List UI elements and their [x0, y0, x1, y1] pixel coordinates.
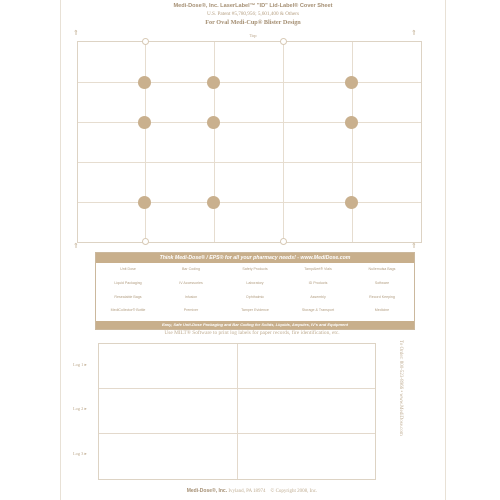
product-item: Infusion [184, 295, 198, 299]
product-item: Resealable Bags [114, 295, 142, 299]
footer [60, 488, 444, 494]
blister-cup [138, 116, 151, 129]
sheet-title: Medi-Dose®, Inc. LaserLabel™ "ID" Lid-Label® Cover Sheet [173, 3, 333, 9]
medi-dose-advertisement [95, 252, 415, 330]
grid-column-line [283, 42, 284, 242]
log-label-2: Log 2 ▸ [73, 406, 87, 411]
ad-headline: Think Medi-Dose® / EPS® for all your pharmacy needs! - www.MediDose.com [96, 253, 414, 263]
footer-copyright: © Copyright 2008, Inc. [270, 489, 318, 494]
grid-row-line [78, 202, 421, 203]
blister-cup [138, 76, 151, 89]
order-info-vertical: To Order: 800-523-8966 • www.MediDose.com [398, 340, 403, 436]
product-item: Assembly [310, 295, 326, 299]
grid-column-line [214, 42, 215, 242]
grid-row-line [78, 82, 421, 83]
log-column-divider [237, 344, 238, 479]
product-item: MediCollector® Bottle [110, 308, 146, 312]
product-item: Ophthalmic [245, 295, 265, 299]
blister-grid [77, 41, 422, 243]
product-item: Bar Coding [182, 267, 200, 271]
log-label-3: Log 3 ▸ [73, 451, 87, 456]
footer-company: Medi-Dose®, Inc. [186, 488, 228, 494]
product-item: Medicine [374, 308, 390, 312]
alignment-marker [142, 38, 149, 45]
patent-line: U.S. Patent #5,780,956; 5,601,400 & Others [206, 11, 300, 17]
product-item: Premixer [183, 308, 199, 312]
product-item: IV Accessories [179, 281, 203, 285]
blister-cup [345, 76, 358, 89]
alignment-marker [280, 38, 287, 45]
blister-cup [207, 196, 220, 209]
registration-mark-bottom-right: ⇑ [411, 242, 417, 250]
ad-tagline: Easy, Safe Unit-Dose Packaging and Bar Coding for Solids, Liquids, Ampules, IV's and Equipment [96, 321, 414, 329]
blister-cup [345, 116, 358, 129]
blister-cup [207, 76, 220, 89]
blister-cup [345, 196, 358, 209]
product-item: Tamper Evidence [241, 308, 269, 312]
grid-row-line [78, 122, 421, 123]
log-label-1: Log 1 ▸ [73, 362, 87, 367]
registration-mark-bottom-left: ⇑ [73, 242, 79, 250]
product-item: Software [374, 281, 390, 285]
registration-mark-top-left: ⇑ [73, 29, 79, 37]
product-item: Laboratory [246, 281, 264, 285]
product-item: Liquid Packaging [114, 281, 142, 285]
grid-column-line [145, 42, 146, 242]
blister-cup [207, 116, 220, 129]
product-item: Nullemulsa Bags [368, 267, 396, 271]
footer-address: Ivyland, PA 18974 [228, 489, 266, 494]
product-item: ID Products [308, 281, 328, 285]
alignment-marker [280, 238, 287, 245]
product-item: Safety Products [242, 267, 268, 271]
alignment-marker [142, 238, 149, 245]
product-item: Storage & Transport [301, 308, 335, 312]
product-item: Record Keeping [369, 295, 395, 299]
log-label-table [98, 343, 376, 480]
blister-cup [138, 196, 151, 209]
product-item: Unit Dose [120, 267, 136, 271]
product-item: TampAlert® Vials [304, 267, 332, 271]
grid-column-line [352, 42, 353, 242]
registration-mark-top-right: ⇑ [411, 29, 417, 37]
top-orientation-label: Top [249, 33, 257, 38]
design-subtitle: For Oval Medi-Cup® Blister Design [205, 19, 301, 26]
grid-row-line [78, 162, 421, 163]
software-note: Use MILT® Software to print log labels for paper records, fire identification, etc. [164, 330, 340, 336]
